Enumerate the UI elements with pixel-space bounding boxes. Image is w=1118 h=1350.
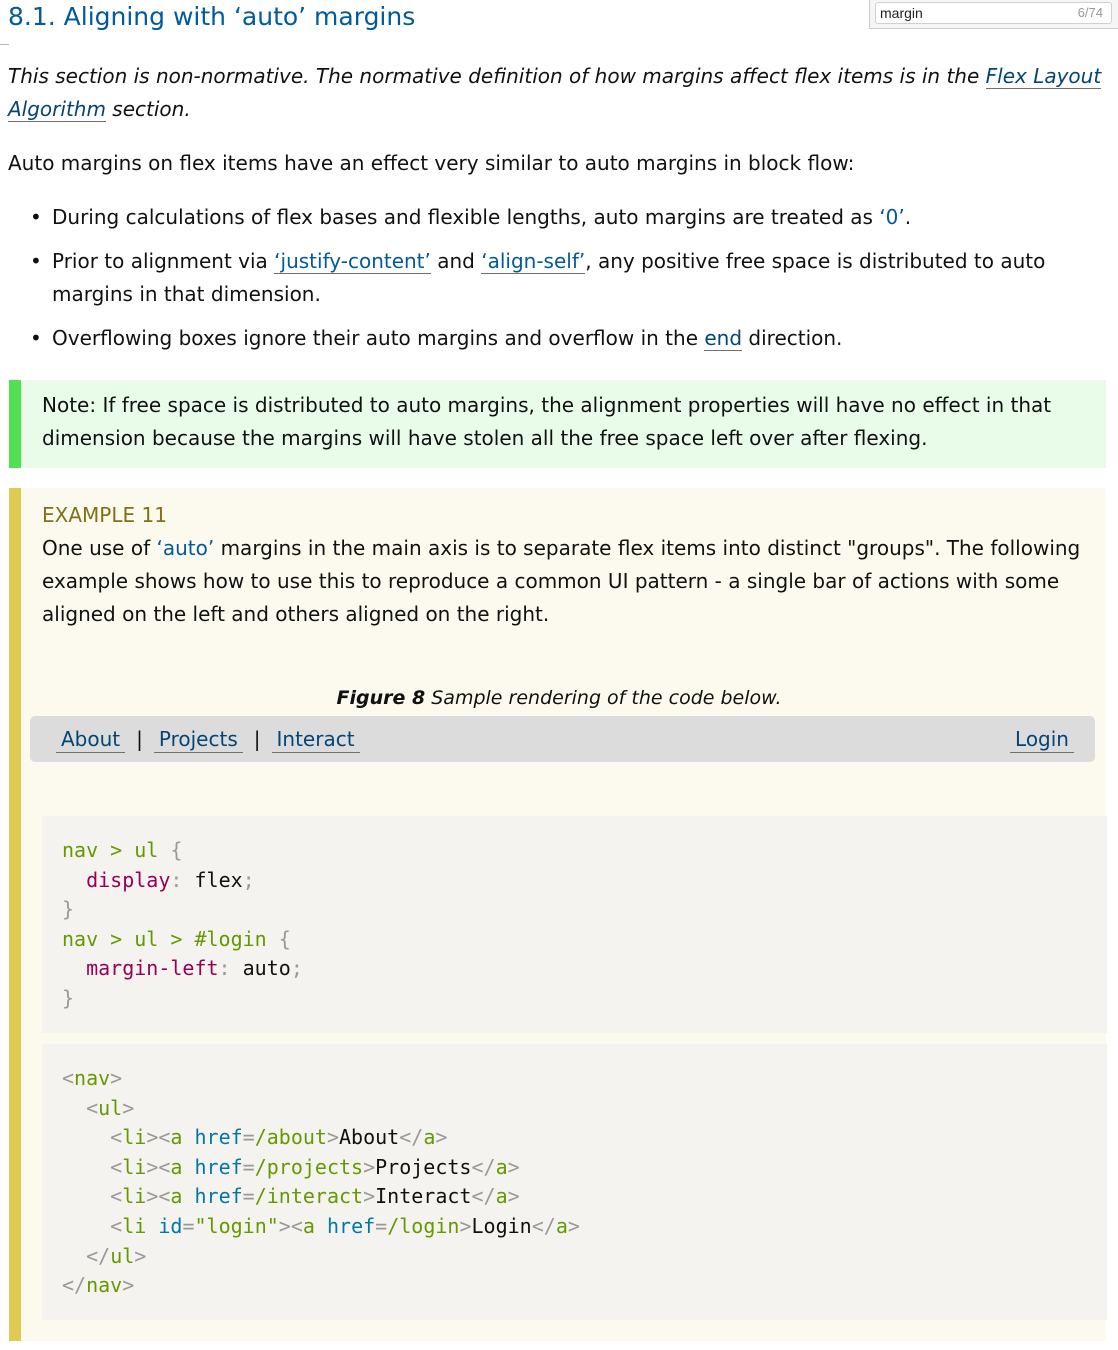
bullet-text-end: . xyxy=(904,205,912,229)
figure-label: Figure 8 xyxy=(336,687,426,709)
nav-separator: | xyxy=(136,727,143,751)
bullet-text: During calculations of flex bases and flexible lengths, auto margins are treated as xyxy=(52,205,880,229)
example-title: EXAMPLE 11 xyxy=(42,503,167,527)
bullet-text-end: , any positive free space is distributed to auto margins in that dimension. xyxy=(52,249,1046,306)
intro-text: This section is non-normative. The normative definition of how margins affect flex items is in the xyxy=(8,64,986,88)
bullet-text-end: direction. xyxy=(742,326,843,350)
html-code-block: <nav> <ul> <li><a href=/about>About</a> <li><a href=/projects>Projects</a> <li><a href=/interact>Interact</a> <li id="login"><a href=/login>Login</a> </ul> </nav> xyxy=(42,1044,1107,1320)
nav-separator: | xyxy=(253,727,261,751)
list-item xyxy=(30,201,1112,234)
lead-paragraph: Auto margins on flex items have an effect very similar to auto margins in block flow: xyxy=(8,151,855,175)
example-text-end: margins in the main axis is to separate flex items into distinct "groups". The following example shows how to use this to reproduce a common UI pattern - a single bar of actions with some aligned on the left and others aligned on the right. xyxy=(42,536,1081,626)
find-match-count: 6/74 xyxy=(1077,5,1103,20)
bullet-list xyxy=(30,201,1112,366)
figure-caption xyxy=(0,685,1118,711)
justify-content-link[interactable]: ‘justify-content’ xyxy=(274,249,431,273)
css-code-block: nav > ul { display: flex; } nav > ul > #login { margin-left: auto; } xyxy=(42,816,1107,1033)
list-item xyxy=(30,245,1112,311)
example-box xyxy=(9,488,1106,1341)
note-box: Note: If free space is distributed to auto margins, the alignment properties will have no effect in that dimension because the margins will have stolen all the free space left over after flexing. xyxy=(9,380,1106,468)
bullet-text-mid: and xyxy=(430,249,482,273)
bullet-text: Overflowing boxes ignore their auto margins and overflow in the xyxy=(52,326,705,350)
find-input[interactable] xyxy=(875,2,1112,24)
non-normative-intro xyxy=(8,60,1108,126)
bullet-text: Prior to alignment via xyxy=(52,249,275,273)
list-item xyxy=(30,322,1112,355)
find-bar xyxy=(869,0,1118,29)
nav-link-login[interactable]: Login xyxy=(1010,726,1074,753)
align-self-link[interactable]: ‘align-self’ xyxy=(481,249,586,273)
section-heading: 8.1. Aligning with ‘auto’ margins xyxy=(8,2,416,31)
example-text: One use of xyxy=(42,536,157,560)
nav-link-interact[interactable]: Interact xyxy=(272,726,360,753)
intro-text-end: section. xyxy=(105,97,191,121)
zero-value: ‘0’ xyxy=(879,205,905,229)
sample-nav-bar xyxy=(30,716,1095,762)
end-direction-link[interactable]: end xyxy=(704,326,743,350)
heading-divider xyxy=(0,44,9,45)
flex-layout-algorithm-link[interactable]: Flex Layout Algorithm xyxy=(8,64,1102,121)
nav-link-projects[interactable]: Projects xyxy=(154,726,243,753)
auto-value: ‘auto’ xyxy=(156,536,215,560)
example-description xyxy=(42,532,1082,631)
figure-caption-text: Sample rendering of the code below. xyxy=(425,687,782,709)
nav-link-about[interactable]: About xyxy=(56,726,125,753)
